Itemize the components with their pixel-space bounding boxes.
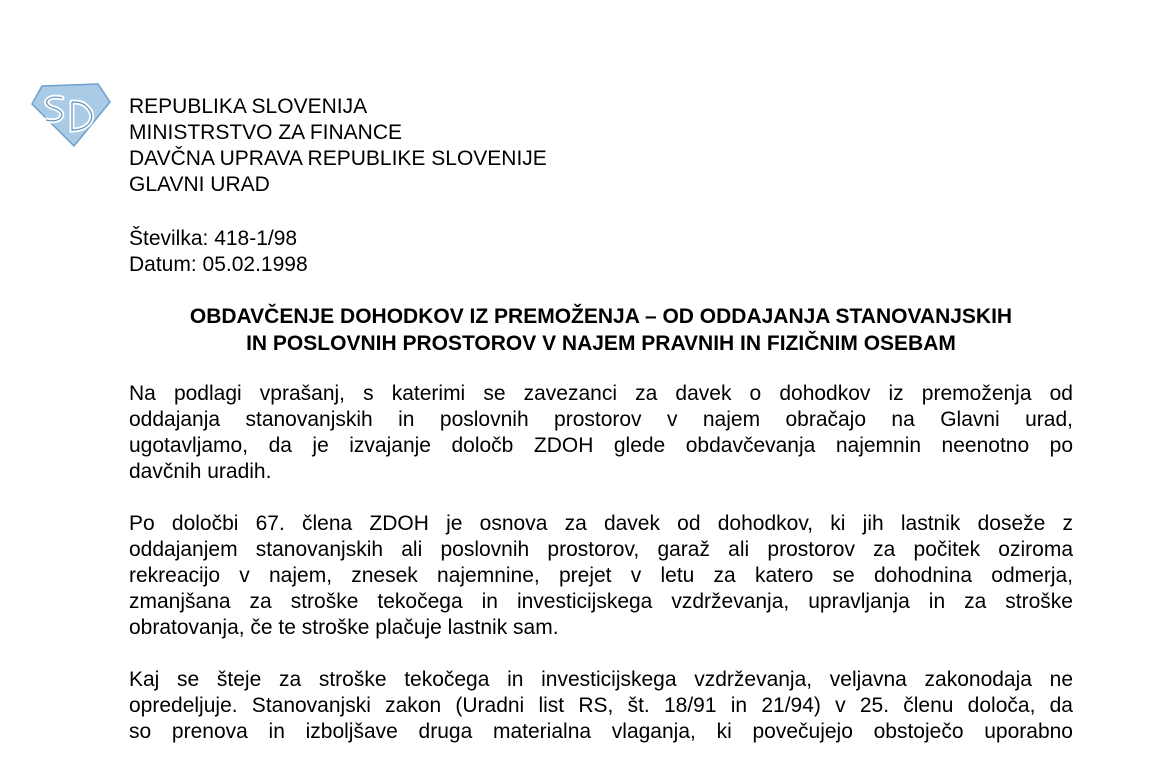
letterhead-line-tax-administration: DAVČNA UPRAVA REPUBLIKE SLOVENIJE <box>129 147 547 170</box>
title-line-2: IN POSLOVNIH PROSTOROV V NAJEM PRAVNIH IN FIZIČNIM OSEBAM <box>246 332 956 355</box>
paragraph-line: opredeljuje. Stanovanjski zakon (Uradni list RS, št. 18/91 in 21/94) v 25. členu določa, da <box>129 694 1073 717</box>
letterhead-line-republic: REPUBLIKA SLOVENIJA <box>129 95 368 118</box>
paragraph-line: davčnih uradih. <box>129 460 272 483</box>
paragraph-3 <box>129 667 1073 745</box>
paragraph-line: Kaj se šteje za stroške tekočega in investicijskega vzdrževanja, veljavna zakonodaja ne <box>129 668 1073 691</box>
document-title <box>129 303 1073 357</box>
paragraph-line: oddajanja stanovanjskih in poslovnih prostorov v najem obračajo na Glavni urad, <box>129 408 1073 431</box>
paragraph-line: rekreacijo v najem, znesek najemnine, prejet v letu za katero se dohodnina odmerja, <box>129 564 1073 587</box>
document-number: Številka: 418-1/98 <box>129 227 298 250</box>
paragraph-line: ugotavljamo, da je izvajanje določb ZDOH glede obdavčevanja najemnin neenotno po <box>129 434 1073 457</box>
paragraph-line: Na podlagi vprašanj, s katerimi se zavezanci za davek o dohodkov iz premoženja od <box>129 382 1073 405</box>
letterhead <box>129 94 547 198</box>
letterhead-line-ministry: MINISTRSTVO ZA FINANCE <box>129 121 403 144</box>
paragraph-2 <box>129 511 1073 641</box>
document-body <box>129 381 1073 771</box>
tax-administration-logo <box>28 80 112 148</box>
paragraph-line: obratovanja, če te stroške plačuje lastnik sam. <box>129 616 559 639</box>
paragraph-1 <box>129 381 1073 485</box>
document-date: Datum: 05.02.1998 <box>129 253 308 276</box>
paragraph-line: so prenova in izboljšave druga materialna vlaganja, ki povečujejo obstoječo uporabno <box>129 720 1073 743</box>
paragraph-line: oddajanjem stanovanjskih ali poslovnih prostorov, garaž ali prostorov za počitek oziroma <box>129 538 1073 561</box>
letterhead-line-head-office: GLAVNI URAD <box>129 173 270 196</box>
title-line-1: OBDAVČENJE DOHODKOV IZ PREMOŽENJA – OD ODDAJANJA STANOVANJSKIH <box>189 305 1013 328</box>
document-meta <box>129 226 308 278</box>
paragraph-line: Po določbi 67. člena ZDOH je osnova za davek od dohodkov, ki jih lastnik doseže z <box>129 512 1073 535</box>
paragraph-line: zmanjšana za stroške tekočega in investicijskega vzdrževanja, upravljanja in za stroške <box>129 590 1073 613</box>
